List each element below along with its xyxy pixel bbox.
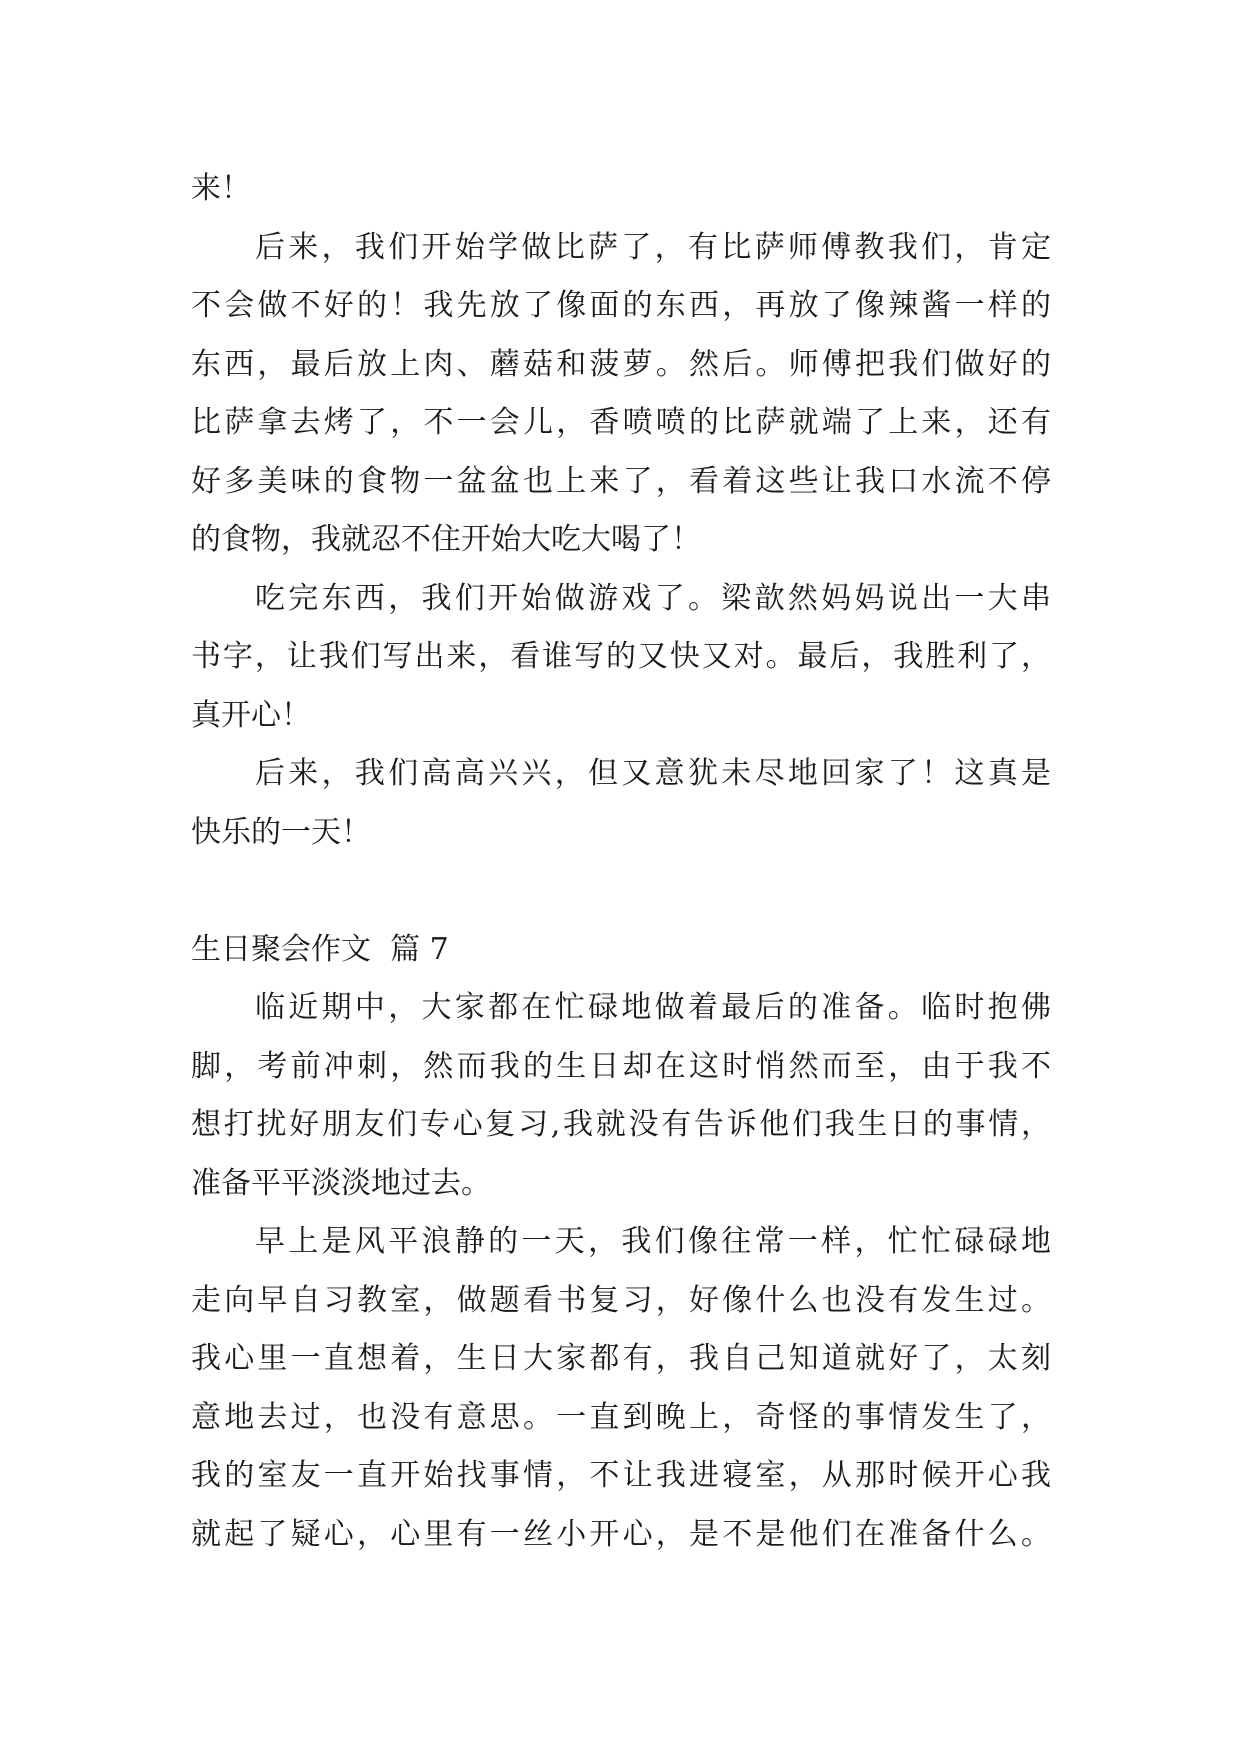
paragraph-line: 意地去过，也没有意思。一直到晚上，奇怪的事情发生了，	[191, 1399, 1051, 1435]
paragraph-line: 我心里一直想着，生日大家都有，我自己知道就好了，太刻	[191, 1341, 1051, 1376]
paragraph-line: 快乐的一天！	[191, 814, 371, 850]
paragraph-line: 吃完东西，我们开始做游戏了。梁歆然妈妈说出一大串	[255, 580, 1051, 616]
paragraph-line: 来！	[191, 171, 251, 206]
paragraph-line: 真开心！	[191, 697, 311, 733]
paragraph-line: 书字，让我们写出来，看谁写的又快又对。最后，我胜利了，	[191, 639, 1051, 674]
paragraph-line: 早上是风平浪静的一天，我们像往常一样，忙忙碌碌地	[255, 1224, 1051, 1259]
paragraph-line: 想打扰好朋友们专心复习,我就没有告诉他们我生日的事情，	[191, 1107, 1051, 1142]
paragraph-line: 就起了疑心，心里有一丝小开心，是不是他们在准备什么。	[191, 1516, 1051, 1552]
document-body	[191, 160, 1051, 1564]
paragraph-line: 比萨拿去烤了，不一会儿，香喷喷的比萨就端了上来，还有	[191, 405, 1051, 440]
paragraph-line: 后来，我们高高兴兴，但又意犹未尽地回家了！这真是	[255, 756, 1051, 791]
paragraph-line: 不会做不好的！我先放了像面的东西，再放了像辣酱一样的	[191, 288, 1051, 323]
paragraph-line: 好多美味的食物一盆盆也上来了，看着这些让我口水流不停	[191, 463, 1051, 499]
paragraph-line: 的食物，我就忍不住开始大吃大喝了！	[191, 522, 701, 557]
paragraph-line: 临近期中，大家都在忙碌地做着最后的准备。临时抱佛	[255, 990, 1051, 1025]
paragraph-line: 后来，我们开始学做比萨了，有比萨师傅教我们，肯定	[255, 229, 1051, 265]
section-heading: 生日聚会作文 篇 7	[191, 931, 449, 967]
paragraph-line: 东西，最后放上肉、蘑菇和菠萝。然后。师傅把我们做好的	[191, 346, 1051, 382]
paragraph-line: 准备平平淡淡地过去。	[191, 1165, 491, 1201]
paragraph-line: 走向早自习教室，做题看书复习，好像什么也没有发生过。	[191, 1282, 1051, 1318]
paragraph-line: 脚，考前冲刺，然而我的生日却在这时悄然而至，由于我不	[191, 1048, 1051, 1084]
paragraph-line: 我的室友一直开始找事情，不让我进寝室，从那时候开心我	[191, 1458, 1051, 1493]
blank-line	[191, 862, 1051, 921]
